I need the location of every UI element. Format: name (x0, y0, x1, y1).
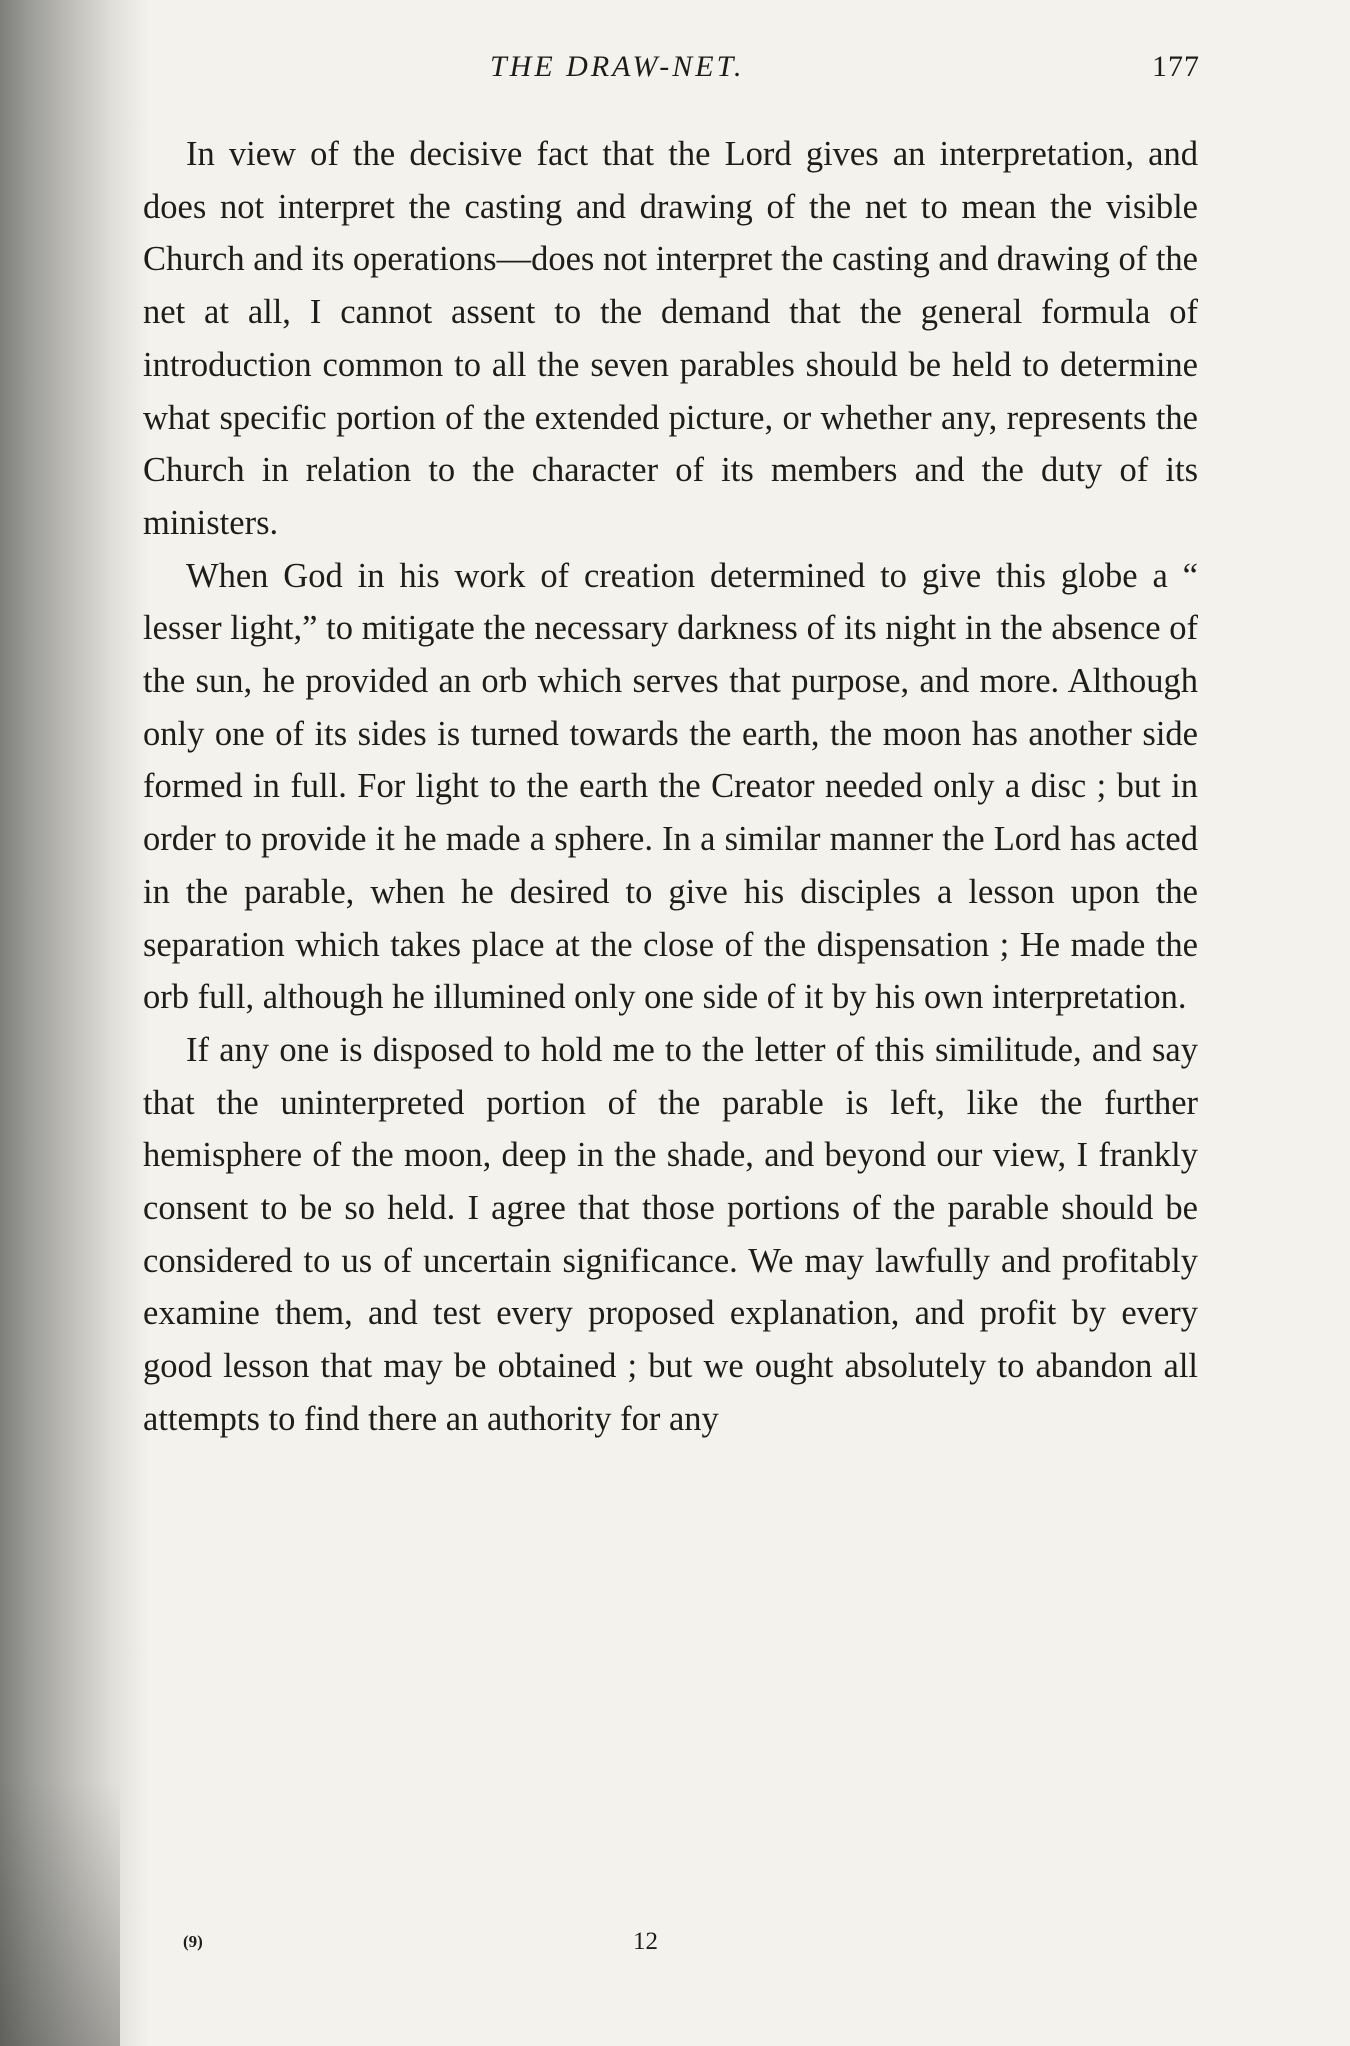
paragraph-1: In view of the decisive fact that the Lord gives an interpretation, and does not interpret the casting and drawing of the net to mean the visible Church and its operations—does not interpret the casting and drawing of the net at all, I cannot assent to the demand that the general formula of introduction common to all the seven parables should be held to determine what specific portion of the extended picture, or whether any, represents the Church in relation to the character of its members and the duty of its ministers. (143, 135, 1198, 542)
paragraph-3: If any one is disposed to hold me to the letter of this similitude, and say that the uninterpreted portion of the parable is left, like the further hemisphere of the moon, deep in the shade, and beyond our view, I frankly consent to be so held. I agree that those portions of the parable should be considered to us of uncertain significance. We may lawfully and profitably examine them, and test every proposed explanation, and profit by every good lesson that may be obtained ; but we ought absolutely to abandon all attempts to find there an authority for any (143, 1030, 1198, 1438)
body-text (143, 128, 1198, 1446)
paragraph-2: When God in his work of creation determined to give this globe a “ lesser light,” to mitigate the necessary darkness of its night in the absence of the sun, he provided an orb which serves that purpose, and more. Although only one of its sides is turned towards the earth, the moon has another side formed in full. For light to the earth the Creator needed only a disc ; but in order to provide it he made a sphere. In a similar manner the Lord has acted in the parable, when he desired to give his disciples a lesson upon the separation which takes place at the close of the dispensation ; He made the orb full, although he illumined only one side of it by his own interpretation. (143, 556, 1198, 1017)
running-title: THE DRAW-NET. (490, 50, 745, 83)
running-head (300, 50, 1200, 100)
page-footer (143, 1928, 1198, 1972)
page-number: 177 (1152, 50, 1200, 83)
signature-mark: (9) (183, 1932, 203, 1951)
signature-number: 12 (633, 1928, 658, 1955)
